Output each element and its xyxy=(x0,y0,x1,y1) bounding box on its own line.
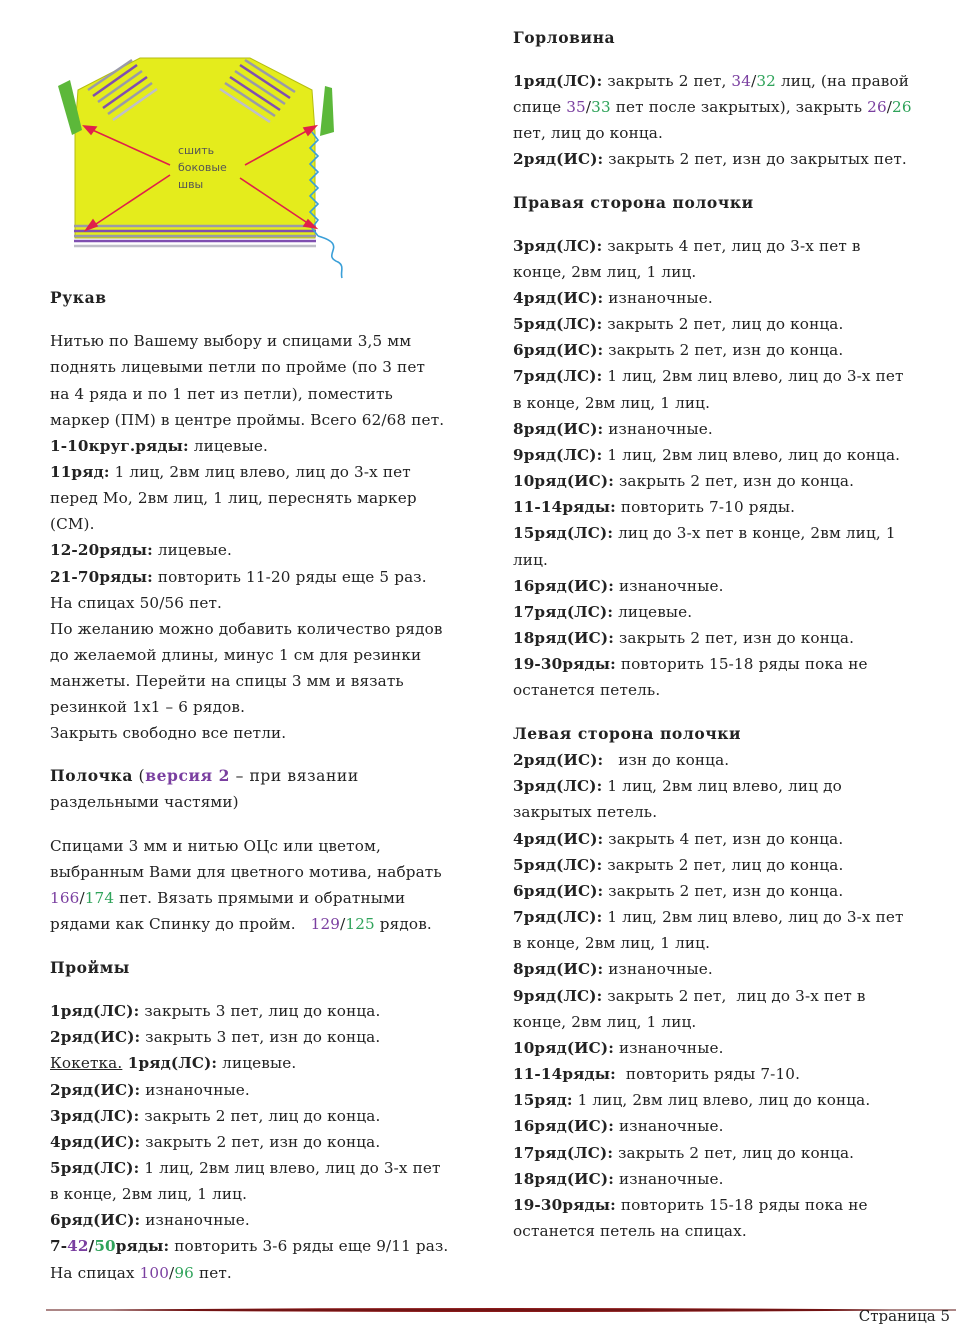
text-line: пет, лиц до конца. xyxy=(513,124,663,142)
row-instruction: 21-70ряды: повторить 11-20 ряды еще 5 раз. xyxy=(50,568,427,586)
text-line: Нитью по Вашему выбору и спицами 3,5 мм xyxy=(50,332,412,350)
text-line: останется петель на спицах. xyxy=(513,1222,747,1240)
row-instruction: 16ряд(ИС): изнаночные. xyxy=(513,1117,724,1135)
row-instruction: 19-30ряды: повторить 15-18 ряды пока не xyxy=(513,655,868,673)
row-instruction: 5ряд(ЛС): закрыть 2 пет, лиц до конца. xyxy=(513,315,844,333)
row-instruction: 18ряд(ИС): закрыть 2 пет, изн до конца. xyxy=(513,629,855,647)
row-instruction: 8ряд(ИС): изнаночные. xyxy=(513,420,713,438)
row-instruction: 2ряд(ИС): закрыть 2 пет, изн до закрытых пет. xyxy=(513,150,907,168)
text-line: в конце, 2вм лиц, 1 лиц. xyxy=(513,934,711,952)
section-title-levaya: Левая сторона полочки xyxy=(513,724,742,743)
text-line: лиц. xyxy=(513,551,548,569)
text-line: Закрыть свободно все петли. xyxy=(50,724,287,742)
row-instruction: 6ряд(ИС): закрыть 2 пет, изн до конца. xyxy=(513,882,844,900)
row-instruction: 11-14ряды: повторить 7-10 ряды. xyxy=(513,498,796,516)
row-instruction: 2ряд(ИС): закрыть 3 пет, изн до конца. xyxy=(50,1028,381,1046)
row-instruction: 17ряд(ЛС): лицевые. xyxy=(513,603,693,621)
row-instruction: 15ряд(ЛС): лиц до 3-х пет в конце, 2вм лиц, 1 xyxy=(513,524,896,542)
row-instruction: 11ряд: 1 лиц, 2вм лиц влево, лиц до 3-х пет xyxy=(50,463,411,481)
text-line: По желанию можно добавить количество рядов xyxy=(50,620,443,638)
text-line: в конце, 2вм лиц, 1 лиц. xyxy=(513,394,711,412)
text-line: резинкой 1х1 – 6 рядов. xyxy=(50,698,246,716)
row-instruction: 2ряд(ИС): изнаночные. xyxy=(50,1081,250,1099)
row-instruction: 18ряд(ИС): изнаночные. xyxy=(513,1170,724,1188)
row-instruction: 4ряд(ИС): изнаночные. xyxy=(513,289,713,307)
row-instruction: 7ряд(ЛС): 1 лиц, 2вм лиц влево, лиц до 3-х пет xyxy=(513,367,904,385)
row-instruction: 17ряд(ЛС): закрыть 2 пет, лиц до конца. xyxy=(513,1144,855,1162)
text-line: раздельными частями) xyxy=(50,793,239,811)
row-instruction: 10ряд(ИС): изнаночные. xyxy=(513,1039,724,1057)
row-instruction: 7ряд(ЛС): 1 лиц, 2вм лиц влево, лиц до 3-х пет xyxy=(513,908,904,926)
seam-label: сшить боковые швы xyxy=(178,144,227,191)
section-title-pravaya: Правая сторона полочки xyxy=(513,193,754,212)
section-title-polochka: Полочка (версия 2 – при вязании xyxy=(50,766,359,785)
text-line: маркер (ПМ) в центре проймы. Всего 62/68 пет. xyxy=(50,411,445,429)
row-instruction: 5ряд(ЛС): 1 лиц, 2вм лиц влево, лиц до 3-х пет xyxy=(50,1159,441,1177)
row-instruction: 1ряд(ЛС): закрыть 2 пет, 34/32 лиц, (на правой xyxy=(513,72,910,90)
row-instruction: 11-14ряды: повторить ряды 7-10. xyxy=(513,1065,801,1083)
text-line: до желаемой длины, минус 1 см для резинки xyxy=(50,646,422,664)
row-instruction: 16ряд(ИС): изнаночные. xyxy=(513,577,724,595)
row-instruction: 3ряд(ЛС): закрыть 2 пет, лиц до конца. xyxy=(50,1107,381,1125)
row-instruction: 1ряд(ЛС): закрыть 3 пет, лиц до конца. xyxy=(50,1002,381,1020)
row-instruction: 2ряд(ИС): изн до конца. xyxy=(513,751,730,769)
text-line: спице 35/33 пет после закрытых), закрыть 26/26 xyxy=(513,98,912,116)
text-line: конце, 2вм лиц, 1 лиц. xyxy=(513,1013,697,1031)
row-instruction: 6ряд(ИС): закрыть 2 пет, изн до конца. xyxy=(513,341,844,359)
row-instruction: 3ряд(ЛС): 1 лиц, 2вм лиц влево, лиц до xyxy=(513,777,842,795)
row-instruction: 7-42/50ряды: повторить 3-6 ряды еще 9/11 раз. xyxy=(50,1237,449,1255)
text-line: манжеты. Перейти на спицы 3 мм и вязать xyxy=(50,672,404,690)
text-line: 166/174 пет. Вязать прямыми и обратными xyxy=(50,889,406,907)
text-line: в конце, 2вм лиц, 1 лиц. xyxy=(50,1185,248,1203)
row-instruction: 4ряд(ИС): закрыть 4 пет, изн до конца. xyxy=(513,830,844,848)
row-instruction: 3ряд(ЛС): закрыть 4 пет, лиц до 3-х пет в xyxy=(513,237,861,255)
page-number: Страница 5 xyxy=(858,1307,950,1325)
row-instruction: 6ряд(ИС): изнаночные. xyxy=(50,1211,250,1229)
row-instruction: 12-20ряды: лицевые. xyxy=(50,541,233,559)
row-instruction: 15ряд: 1 лиц, 2вм лиц влево, лиц до конца. xyxy=(513,1091,871,1109)
row-instruction: 10ряд(ИС): закрыть 2 пет, изн до конца. xyxy=(513,472,855,490)
text-line: конце, 2вм лиц, 1 лиц. xyxy=(513,263,697,281)
row-instruction: 1-10круг.ряды: лицевые. xyxy=(50,437,268,455)
text-line: выбранным Вами для цветного мотива, набрать xyxy=(50,863,442,881)
section-title-rukav: Рукав xyxy=(50,288,107,307)
text-line: закрытых петель. xyxy=(513,803,658,821)
text-line: поднять лицевыми петли по пройме (по 3 пет xyxy=(50,358,426,376)
text-line: Спицами 3 мм и нитью ОЦс или цветом, xyxy=(50,837,381,855)
sweater-diagram xyxy=(50,50,350,285)
row-instruction: 9ряд(ЛС): 1 лиц, 2вм лиц влево, лиц до конца. xyxy=(513,446,901,464)
row-instruction: 8ряд(ИС): изнаночные. xyxy=(513,960,713,978)
row-instruction: Кокетка. 1ряд(ЛС): лицевые. xyxy=(50,1054,297,1072)
text-line: перед Мо, 2вм лиц, 1 лиц, переснять маркер xyxy=(50,489,417,507)
row-instruction: 19-30ряды: повторить 15-18 ряды пока не xyxy=(513,1196,868,1214)
text-line: (СМ). xyxy=(50,515,95,533)
row-instruction: 5ряд(ЛС): закрыть 2 пет, лиц до конца. xyxy=(513,856,844,874)
text-line: На спицах 50/56 пет. xyxy=(50,594,223,612)
text-line: останется петель. xyxy=(513,681,661,699)
section-title-gorlovina: Горловина xyxy=(513,28,616,47)
footer-divider xyxy=(46,1298,956,1304)
text-line: рядами как Спинку до пройм. 129/125 рядов. xyxy=(50,915,432,933)
text-line: На спицах 100/96 пет. xyxy=(50,1264,232,1282)
row-instruction: 9ряд(ЛС): закрыть 2 пет, лиц до 3-х пет в xyxy=(513,987,866,1005)
text-line: на 4 ряда и по 1 пет из петли), поместить xyxy=(50,385,393,403)
section-title-proimy: Проймы xyxy=(50,958,130,977)
row-instruction: 4ряд(ИС): закрыть 2 пет, изн до конца. xyxy=(50,1133,381,1151)
